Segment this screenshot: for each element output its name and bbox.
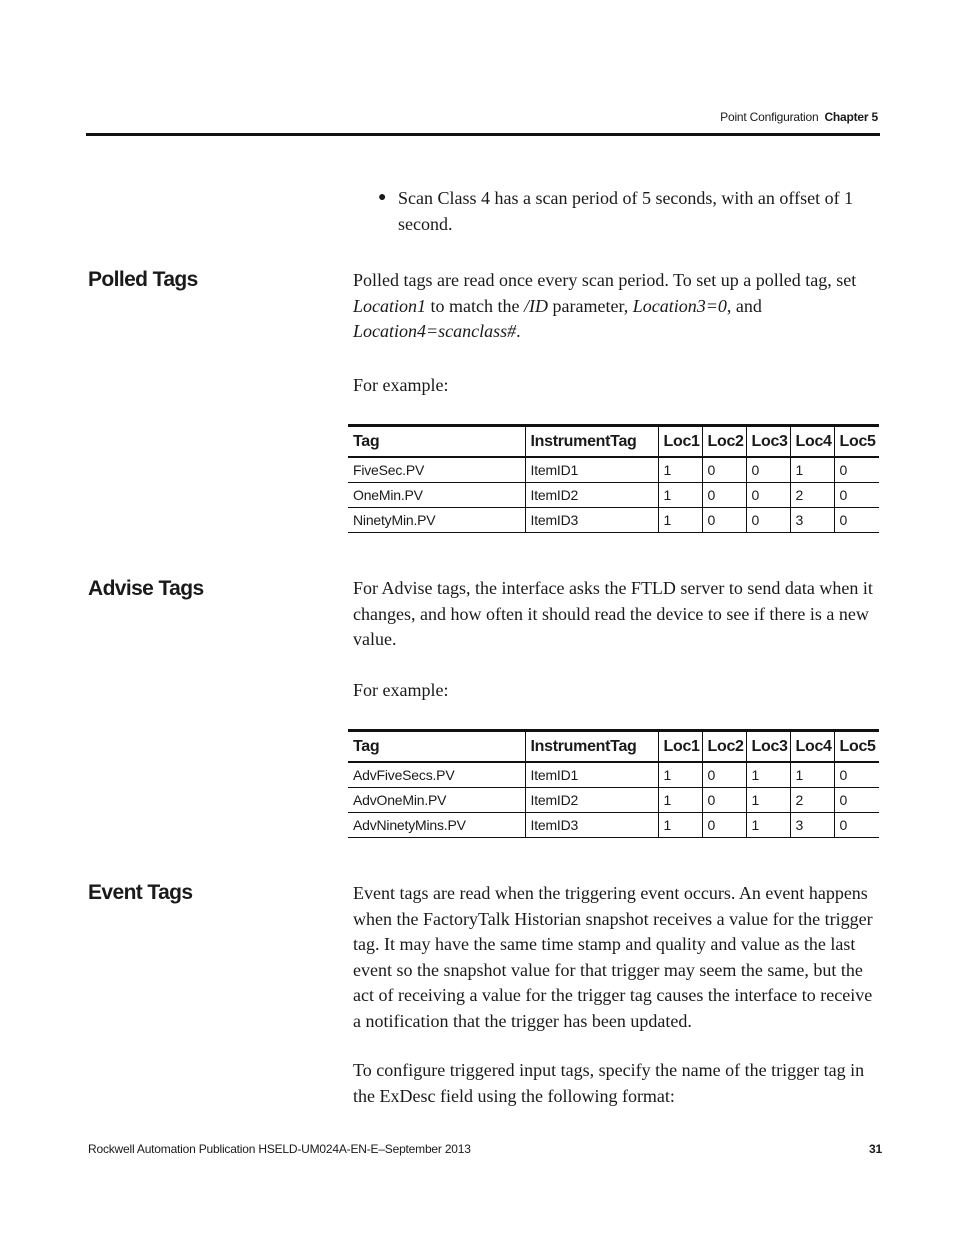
table-cell: 3 <box>790 813 834 838</box>
table-cell: 1 <box>658 788 702 813</box>
page-number: 31 <box>869 1142 882 1156</box>
header-rule <box>86 133 880 136</box>
event-tags-heading: Event Tags <box>88 881 193 904</box>
table-cell: AdvFiveSecs.PV <box>348 762 525 788</box>
table-cell: 1 <box>658 762 702 788</box>
header-chapter: Chapter 5 <box>824 110 878 124</box>
table-cell: 2 <box>790 483 834 508</box>
bullet-item <box>378 185 878 237</box>
advise-tags-paragraph: For Advise tags, the interface asks the FTLD server to send data when it changes, and how often it should read the device to see if there is a new value. <box>353 578 873 649</box>
column-header: InstrumentTag <box>525 731 658 763</box>
table-cell: 0 <box>702 762 746 788</box>
table-cell: 0 <box>702 483 746 508</box>
table-cell: 0 <box>834 788 879 813</box>
table-cell: 1 <box>658 508 702 533</box>
table-cell: OneMin.PV <box>348 483 525 508</box>
table-cell: 2 <box>790 788 834 813</box>
column-header: Loc1 <box>658 426 702 458</box>
column-header: Loc3 <box>746 426 790 458</box>
column-header: Loc4 <box>790 731 834 763</box>
table-row <box>348 508 879 533</box>
column-header: Loc2 <box>702 731 746 763</box>
page-footer <box>88 1142 882 1156</box>
table-row <box>348 483 879 508</box>
table-cell: 0 <box>834 483 879 508</box>
table-cell: ItemID3 <box>525 508 658 533</box>
table-header-row <box>348 426 879 458</box>
table-cell: 1 <box>746 788 790 813</box>
advise-tags-table <box>348 729 879 838</box>
footer-publication: Rockwell Automation Publication HSELD-UM024A-EN-E–September 2013 <box>88 1142 471 1156</box>
table-cell: FiveSec.PV <box>348 457 525 483</box>
table-cell: 1 <box>658 813 702 838</box>
column-header: Loc3 <box>746 731 790 763</box>
table-cell: 0 <box>702 508 746 533</box>
table-row <box>348 813 879 838</box>
table-cell: 1 <box>658 457 702 483</box>
table-header-row <box>348 731 879 763</box>
table-cell: 0 <box>702 788 746 813</box>
table-cell: 1 <box>658 483 702 508</box>
column-header: Loc5 <box>834 731 879 763</box>
table-row <box>348 762 879 788</box>
polled-tags-heading: Polled Tags <box>88 268 198 291</box>
running-header <box>720 110 878 124</box>
table-cell: AdvNinetyMins.PV <box>348 813 525 838</box>
event-tags-paragraph: Event tags are read when the triggering event occurs. An event happens when the FactoryTalk Historian snapshot receives a value for the trigger tag. It may have the same time stamp and quality and value as the last event so the snapshot value for that trigger may seem the same, but the act of receiving a value for the trigger tag causes the interface to receive a notification that the trigger has been updated. <box>353 883 873 1031</box>
polled-tags-paragraph: Polled tags are read once every scan period. To set up a polled tag, set Location1 to match the /ID parameter, Location3=0, and Location4=scanclass#. <box>353 270 857 341</box>
table-row <box>348 788 879 813</box>
column-header: Tag <box>348 731 525 763</box>
event-config-paragraph: To configure triggered input tags, specify the name of the trigger tag in the ExDesc field using the following format: <box>353 1060 865 1106</box>
table-cell: 0 <box>702 457 746 483</box>
table-cell: 0 <box>702 813 746 838</box>
advise-example-label: For example: <box>353 680 449 700</box>
table-cell: ItemID2 <box>525 483 658 508</box>
table-cell: AdvOneMin.PV <box>348 788 525 813</box>
table-cell: 1 <box>746 813 790 838</box>
polled-example-label: For example: <box>353 375 449 395</box>
table-cell: ItemID1 <box>525 762 658 788</box>
table-cell: 0 <box>834 762 879 788</box>
table-cell: 0 <box>834 508 879 533</box>
table-cell: ItemID3 <box>525 813 658 838</box>
table-cell: 0 <box>834 813 879 838</box>
table-cell: 0 <box>746 483 790 508</box>
table-row <box>348 457 879 483</box>
table-cell: 0 <box>746 457 790 483</box>
column-header: Loc1 <box>658 731 702 763</box>
bullet-text: Scan Class 4 has a scan period of 5 seconds, with an offset of 1 second. <box>398 188 854 234</box>
bullet-dot-icon: ● <box>378 190 387 205</box>
column-header: Tag <box>348 426 525 458</box>
advise-tags-heading: Advise Tags <box>88 577 204 600</box>
table-cell: ItemID1 <box>525 457 658 483</box>
table-cell: 1 <box>790 457 834 483</box>
header-section: Point Configuration <box>720 110 819 124</box>
column-header: Loc4 <box>790 426 834 458</box>
column-header: Loc5 <box>834 426 879 458</box>
polled-tags-table <box>348 424 879 533</box>
table-cell: 0 <box>834 457 879 483</box>
table-cell: 0 <box>746 508 790 533</box>
column-header: InstrumentTag <box>525 426 658 458</box>
column-header: Loc2 <box>702 426 746 458</box>
table-cell: 1 <box>746 762 790 788</box>
table-cell: NinetyMin.PV <box>348 508 525 533</box>
table-cell: 1 <box>790 762 834 788</box>
table-cell: ItemID2 <box>525 788 658 813</box>
table-cell: 3 <box>790 508 834 533</box>
